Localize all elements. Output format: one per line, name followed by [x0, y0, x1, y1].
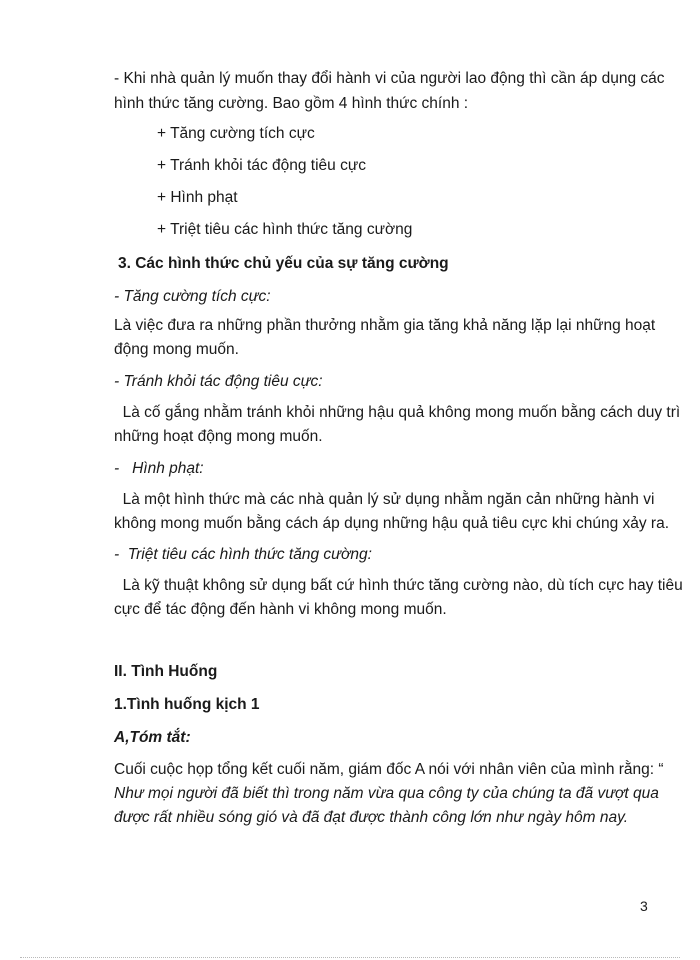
- paragraph-line: những hoạt động mong muốn.: [114, 428, 323, 445]
- paragraph-line: động mong muốn.: [114, 341, 239, 358]
- quote-line: được rất nhiều sóng gió và đã đạt được thành công lớn như ngày hôm nay.: [114, 809, 628, 826]
- subsection-title-punishment: - Hình phạt:: [114, 460, 204, 477]
- part-2-heading: II. Tình Huống: [114, 663, 218, 680]
- list-item: + Tránh khỏi tác động tiêu cực: [157, 157, 366, 174]
- page-number: 3: [640, 898, 648, 914]
- paragraph-line: Cuối cuộc họp tổng kết cuối năm, giám đốc A nói với nhân viên của mình rằng: “: [114, 761, 664, 778]
- list-item: + Hình phạt: [157, 189, 238, 206]
- paragraph-line: Là việc đưa ra những phần thưởng nhằm gia tăng khả năng lặp lại những hoạt: [114, 317, 656, 334]
- subsection-title-extinction: - Triệt tiêu các hình thức tăng cường:: [114, 546, 372, 563]
- paragraph-line: Là cố gắng nhằm tránh khỏi những hậu quả không mong muốn bằng cách duy trì: [114, 404, 681, 421]
- list-item: + Triệt tiêu các hình thức tăng cường: [157, 221, 413, 238]
- subsection-title-avoidance: - Tránh khỏi tác động tiêu cực:: [114, 373, 323, 390]
- summary-title: A,Tóm tắt:: [114, 729, 191, 746]
- page-bottom-divider: [20, 957, 680, 958]
- paragraph-line: Là một hình thức mà các nhà quản lý sử dụng nhằm ngăn cản những hành vi: [114, 491, 655, 508]
- subsection-title-positive-reinforcement: - Tăng cường tích cực:: [114, 288, 271, 305]
- list-item: + Tăng cường tích cực: [157, 125, 315, 142]
- paragraph-line: cực để tác động đến hành vi không mong muốn.: [114, 601, 447, 618]
- paragraph-line: không mong muốn bằng cách áp dụng những hậu quả tiêu cực khi chúng xảy ra.: [114, 515, 670, 532]
- quote-line: Như mọi người đã biết thì trong năm vừa qua công ty của chúng ta đã vượt qua: [114, 785, 659, 802]
- case-1-heading: 1.Tình huống kịch 1: [114, 696, 260, 713]
- intro-line-1: - Khi nhà quản lý muốn thay đổi hành vi của người lao động thì cần áp dụng các: [114, 70, 665, 87]
- paragraph-line: Là kỹ thuật không sử dụng bất cứ hình thức tăng cường nào, dù tích cực hay tiêu: [114, 577, 683, 594]
- section-3-heading: 3. Các hình thức chủ yếu của sự tăng cường: [118, 255, 449, 272]
- intro-line-2: hình thức tăng cường. Bao gồm 4 hình thức chính :: [114, 95, 469, 112]
